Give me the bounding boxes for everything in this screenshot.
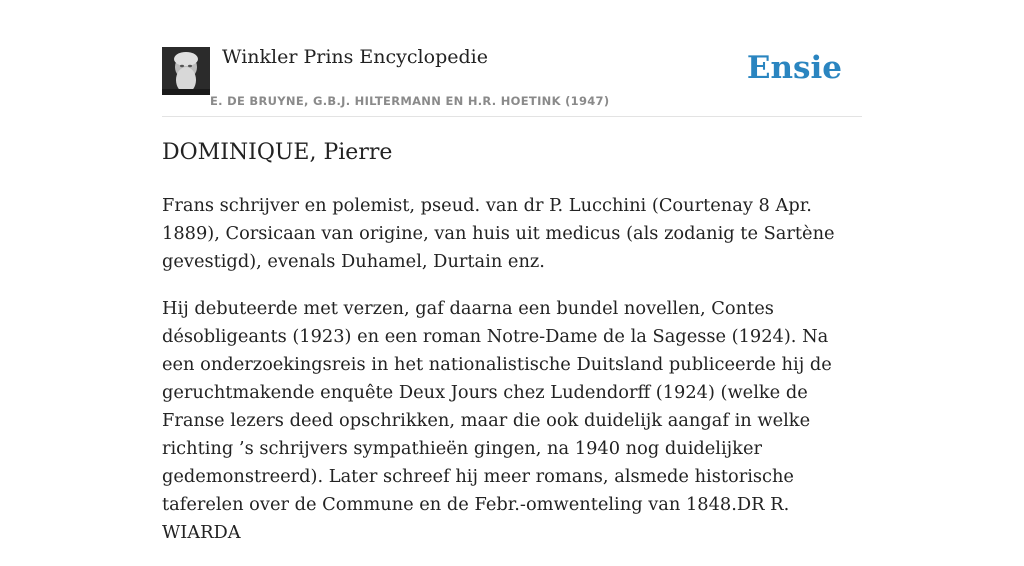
author-avatar: [162, 47, 210, 95]
brand-logo-link[interactable]: Ensie: [746, 50, 842, 86]
authors-line: E. DE BRUYNE, G.B.J. HILTERMANN EN H.R. HOETINK (1947): [210, 94, 610, 108]
portrait-image: [162, 47, 210, 95]
article-body: [162, 192, 862, 566]
article-paragraph-2: Hij debuteerde met verzen, gaf daarna een bundel novellen, Contes désobligeants (1923) en een roman Notre-Dame de la Sagesse (1924). Na een onderzoekingsreis in het nationalistische Duitsland publiceerde hij de geruchtmakende enquête Deux Jours chez Ludendorff (1924) (welke de Franse lezers deed opschrikken, maar die ook duidelijk aangaf in welke richting ’s schrijvers sympathieën gingen, na 1940 nog duidelijker gedemonstreerd). Later schreef hij meer romans, alsmede historische taferelen over de Commune en de Febr.-omwenteling van 1848.DR R. WIARDA: [162, 298, 832, 543]
entry-title: DOMINIQUE, Pierre: [162, 140, 393, 165]
site-title[interactable]: Winkler Prins Encyclopedie: [222, 46, 488, 68]
article-paragraph-1: Frans schrijver en polemist, pseud. van dr P. Lucchini (Courtenay 8 Apr. 1889), Corsicaan van origine, van huis uit medicus (als zodanig te Sartène gevestigd), evenals Duhamel, Durtain enz.: [162, 195, 835, 272]
header: [162, 44, 862, 117]
